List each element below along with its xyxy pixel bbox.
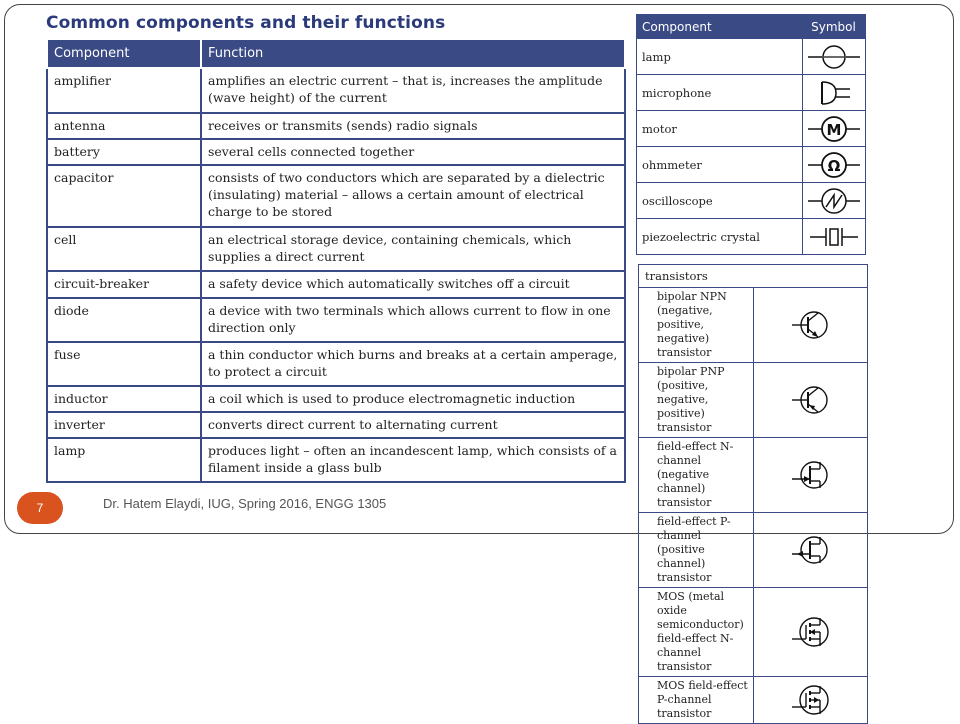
- transistor-label: bipolar NPN (negative, positive, negative) transistor: [639, 288, 754, 363]
- ohmmeter-symbol-icon: [806, 151, 862, 179]
- components-table: [46, 38, 626, 483]
- lamp-symbol-icon: [806, 44, 862, 70]
- npn-transistor-icon: [788, 309, 832, 341]
- transistor-label: bipolar PNP (positive, negative, positive) transistor: [639, 363, 754, 438]
- component-name: inductor: [47, 386, 201, 412]
- component-function: a safety device which automatically switches off a circuit: [201, 271, 625, 298]
- page-number-badge: [17, 492, 63, 524]
- transistor-label: field-effect P-channel (positive channel) transistor: [639, 513, 754, 588]
- component-name: circuit-breaker: [47, 271, 201, 298]
- table-row: [637, 39, 866, 75]
- table-row: [47, 386, 625, 412]
- transistor-label: MOS (metal oxide semiconductor) field-effect N-channel transistor: [639, 588, 754, 677]
- component-name: antenna: [47, 113, 201, 139]
- component-name: fuse: [47, 342, 201, 386]
- symbol-component-name: piezoelectric crystal: [637, 219, 803, 255]
- component-function: converts direct current to alternating current: [201, 412, 625, 438]
- table-row: [47, 342, 625, 386]
- transistors-heading-row: [639, 265, 868, 288]
- symbol-component-name: ohmmeter: [637, 147, 803, 183]
- component-function: several cells connected together: [201, 139, 625, 165]
- fet-n-channel-icon: [788, 459, 832, 491]
- table-row: [639, 588, 868, 677]
- table-row: [639, 513, 868, 588]
- page-title: Common components and their functions: [46, 13, 446, 33]
- table-row: [47, 298, 625, 342]
- symbol-component-name: oscilloscope: [637, 183, 803, 219]
- table-row: [637, 219, 866, 255]
- table-row: [47, 165, 625, 227]
- component-function: amplifies an electric current – that is, increases the amplitude (wave height) of the current: [201, 68, 625, 113]
- component-function: an electrical storage device, containing chemicals, which supplies a direct current: [201, 227, 625, 271]
- table-row: [637, 75, 866, 111]
- table-row: [637, 111, 866, 147]
- symbol-component-name: motor: [637, 111, 803, 147]
- component-function: consists of two conductors which are separated by a dielectric (insulating) material – allows a certain amount of electrical charge to be stored: [201, 165, 625, 227]
- component-function: a coil which is used to produce electromagnetic induction: [201, 386, 625, 412]
- pnp-transistor-icon: [788, 384, 832, 416]
- component-name: capacitor: [47, 165, 201, 227]
- transistors-table: [638, 264, 868, 724]
- ohmmeter-glyph: Ω: [827, 156, 841, 175]
- oscilloscope-symbol-icon: [806, 187, 862, 215]
- symbol-component-name: microphone: [637, 75, 803, 111]
- table-row: [47, 438, 625, 482]
- component-name: battery: [47, 139, 201, 165]
- table-row: [639, 288, 868, 363]
- component-name: cell: [47, 227, 201, 271]
- table-row: [637, 183, 866, 219]
- table-row: [639, 438, 868, 513]
- page-number: 7: [36, 501, 44, 515]
- piezo-crystal-symbol-icon: [806, 224, 862, 250]
- component-function: produces light – often an incandescent lamp, which consists of a filament inside a glass bulb: [201, 438, 625, 482]
- component-name: inverter: [47, 412, 201, 438]
- table-row: [47, 412, 625, 438]
- column-header-component: Component: [637, 15, 803, 40]
- table-row: [47, 271, 625, 298]
- motor-glyph: M: [826, 120, 842, 139]
- component-name: lamp: [47, 438, 201, 482]
- symbols-table: [636, 14, 866, 255]
- transistors-heading: transistors: [639, 265, 868, 288]
- component-name: amplifier: [47, 68, 201, 113]
- footer-text: Dr. Hatem Elaydi, IUG, Spring 2016, ENGG 1305: [103, 496, 387, 511]
- table-row: [47, 113, 625, 139]
- component-function: a thin conductor which burns and breaks at a certain amperage, to protect a circuit: [201, 342, 625, 386]
- table-row: [47, 139, 625, 165]
- table-row: [47, 227, 625, 271]
- table-row: [639, 677, 868, 724]
- column-header-function: Function: [201, 39, 625, 68]
- symbol-component-name: lamp: [637, 39, 803, 75]
- column-header-component: Component: [47, 39, 201, 68]
- mosfet-p-channel-icon: [788, 683, 832, 717]
- microphone-symbol-icon: [806, 80, 862, 106]
- component-name: diode: [47, 298, 201, 342]
- mosfet-n-channel-icon: [788, 615, 832, 649]
- table-row: [639, 363, 868, 438]
- transistor-label: MOS field-effect P-channel transistor: [639, 677, 754, 724]
- motor-symbol-icon: [806, 115, 862, 143]
- column-header-symbol: Symbol: [802, 15, 866, 40]
- component-function: a device with two terminals which allows current to flow in one direction only: [201, 298, 625, 342]
- component-function: receives or transmits (sends) radio signals: [201, 113, 625, 139]
- table-row: [47, 68, 625, 113]
- fet-p-channel-icon: [788, 534, 832, 566]
- table-row: [637, 147, 866, 183]
- transistor-label: field-effect N-channel (negative channel) transistor: [639, 438, 754, 513]
